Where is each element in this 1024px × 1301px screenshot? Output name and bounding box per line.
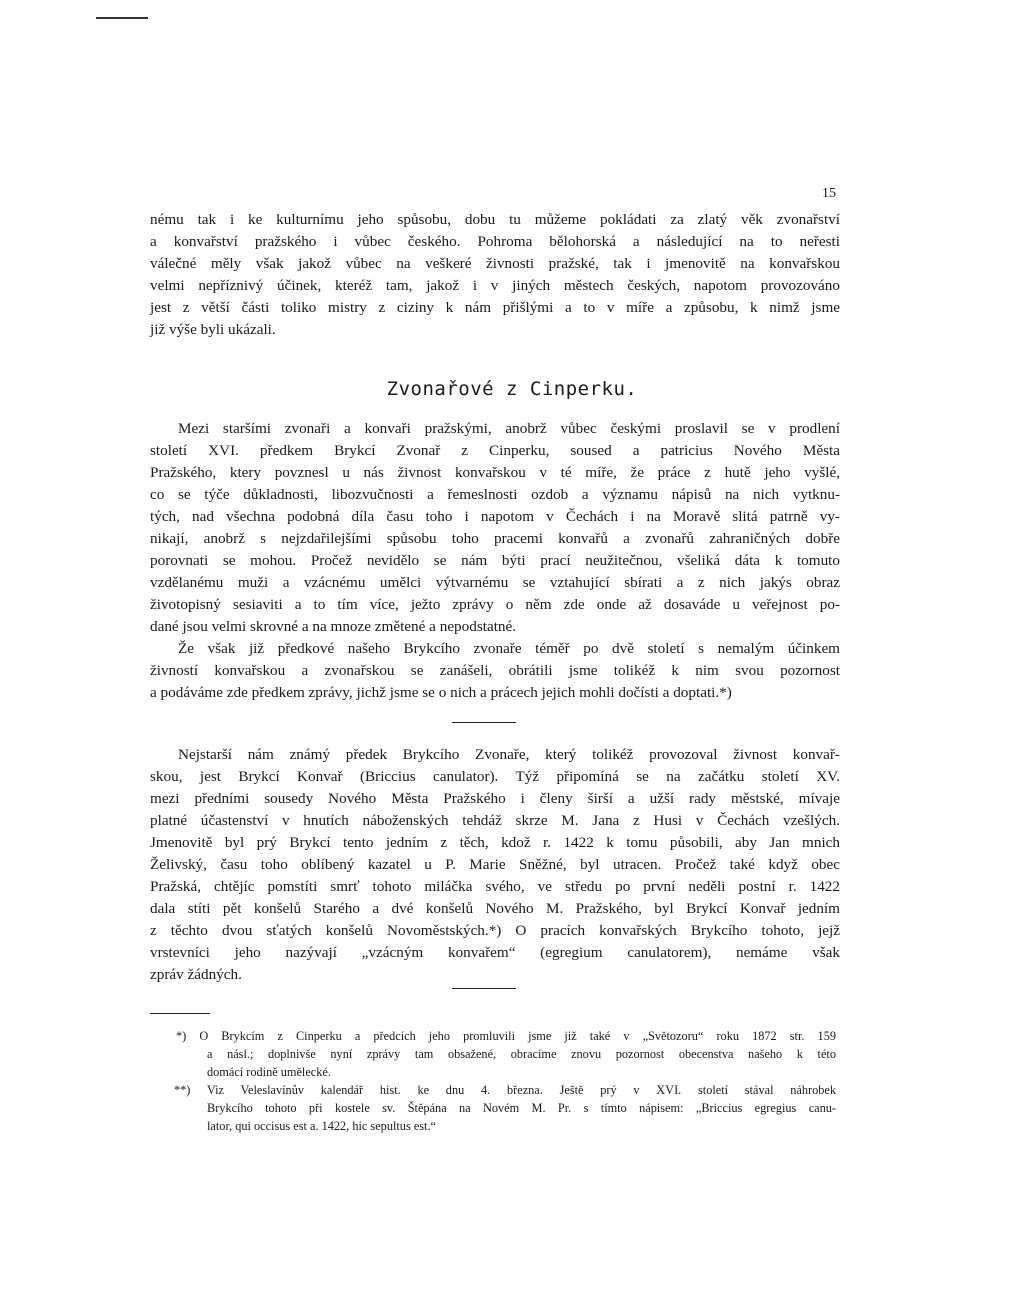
- para2-line: vzdělanému muži a vzácnému umělci výtvarnému se vztahující sbírati a z nich jakýs obraz: [150, 574, 840, 591]
- para4-line: dala stíti pět konšelů Starého a dvé konšelů Nového M. Pražského, byl Brykcí Konvař jedním: [150, 900, 840, 917]
- footnote-line: lator, qui occisus est a. 1422, hic sepultus est.“: [207, 1119, 437, 1133]
- para3-line: živností konvařskou a zvonařskou se zanášeli, obrátili jsme tolikéž k nim svou pozornost: [150, 662, 840, 679]
- footnote-line: *) O Brykcím z Cinperku a předcích jeho promluvili jsme již také v „Světozoru“ roku 1872 str. 159: [176, 1029, 836, 1043]
- para1-line: nému tak i ke kulturnímu jeho spůsobu, dobu tu můžeme pokládati za zlatý věk zvonařství: [150, 211, 840, 228]
- para4-line: platné účastenství v hnutích náboženských tehdáž skrze M. Jana z Husi v Čechách vzešlých.: [150, 812, 840, 829]
- para2-line: Pražského, ktery povznesl u nás živnost konvařskou v té míře, že práce z hutě jeho vyšlé,: [150, 464, 840, 481]
- para1-line: a konvařství pražského i vůbec českého. Pohroma bělohorská a následující na to neřesti: [150, 233, 840, 250]
- separator-rule: [452, 988, 516, 989]
- para2-line: nikají, anobrž s nejzdařilejšími spůsobu toho pracemi konvařů a zvonařů zahraničných dobře: [150, 530, 840, 547]
- footnote-line: Brykcího tohoto při kostele sv. Štěpána na Novém M. Pr. s tímto nápisem: „Briccius egregius canu-: [207, 1101, 836, 1115]
- para1-line: jest z větší části toliko mistry z ciziny k nám přišlými a to v míře a způsobu, k nimž jsme: [150, 299, 840, 316]
- footnote-line: **) Viz Veleslavínův kalendář hist. ke dnu 4. března. Ještě prý v XVI. století stával náhrobek: [174, 1083, 836, 1097]
- top-rule: [96, 17, 148, 19]
- footnote-rule: [150, 1013, 210, 1014]
- para4-line: vrstevníci jeho nazývají „vzácným konvařem“ (egregium canulatorem), nemáme však: [150, 944, 840, 961]
- para1-line: již výše byli ukázali.: [150, 321, 276, 338]
- footnote-line: domácí rodině umělecké.: [207, 1065, 331, 1079]
- para4-line: skou, jest Brykcí Konvař (Briccius canulator). Týž připomíná se na začátku století XV.: [150, 768, 840, 785]
- para2-line: co se týče důkladnosti, libozvučnosti a řemeslnosti ozdob a významu nápisů na nich vytknu-: [150, 486, 840, 503]
- para4-line: Pražská, chtějíc pomstíti smrť tohoto miláčka svého, ve středu po první neděli postní r. 1422: [150, 878, 840, 895]
- para3-line: Že však již předkové našeho Brykcího zvonaře téměř po dvě století s nemalým účinkem: [178, 640, 840, 657]
- para4-line: zpráv žádných.: [150, 966, 242, 983]
- para2-line: století XVI. předkem Brykcí Zvonař z Cinperku, soused a patricius Nového Města: [150, 442, 840, 459]
- footnote-line: a násl.; doplnivše nyní zprávy tam obsažené, obracíme znovu pozornost obecenstva našeho k této: [207, 1047, 836, 1061]
- para3-line: a podáváme zde předkem zprávy, jichž jsme se o nich a prácech jejich mohli dočísti a doptati.*): [150, 684, 732, 701]
- section-heading: Zvonařové z Cinperku.: [386, 378, 638, 400]
- para2-line: dané jsou velmi skrovné a na mnoze změtené a nepodstatné.: [150, 618, 517, 635]
- para4-line: Jmenovitě byl prý Brykcí tento jedním z těch, kdož r. 1422 k tomu působili, aby Jan mnich: [150, 834, 840, 851]
- para2-line: porovnati se mohou. Pročež nevidělo se nám býti prací neužitečnou, všeliká dáta k tomuto: [150, 552, 840, 569]
- separator-rule: [452, 722, 516, 723]
- para4-line: mezi předními sousedy Nového Města Pražského i členy širší a užší rady městské, mívaje: [150, 790, 840, 807]
- para4-line: Želivský, času toho oblíbený kazatel u P. Marie Sněžné, byl utracen. Pročež také když obec: [150, 856, 840, 873]
- page-number: 15: [822, 186, 836, 201]
- para2-line: tých, nad všechna podobná díla času toho i napotom v Čechách i na Moravě slitá patrně vy-: [150, 508, 840, 525]
- para4-line: Nejstarší nám známý předek Brykcího Zvonaře, který tolikéž provozoval živnost konvař-: [178, 746, 840, 763]
- para4-line: z těchto dvou sťatých konšelů Novoměstských.*) O pracích konvařských Brykcího tohoto, jejž: [150, 922, 840, 939]
- para2-line: životopisný sesiaviti a to tím více, ježto zprávy o něm zde onde až dosaváde u veřejnost po-: [150, 596, 840, 613]
- para1-line: válečné měly však jakož vůbec na veškeré živnosti pražské, tak i jmenovitě na konvařskou: [150, 255, 840, 272]
- para2-line: Mezi staršími zvonaři a konvaři pražskými, anobrž vůbec českými proslavil se v prodlení: [178, 420, 840, 437]
- para1-line: velmi nepříznivý účinek, kteréž tam, jakož i v jiných městech českých, napotom provozováno: [150, 277, 840, 294]
